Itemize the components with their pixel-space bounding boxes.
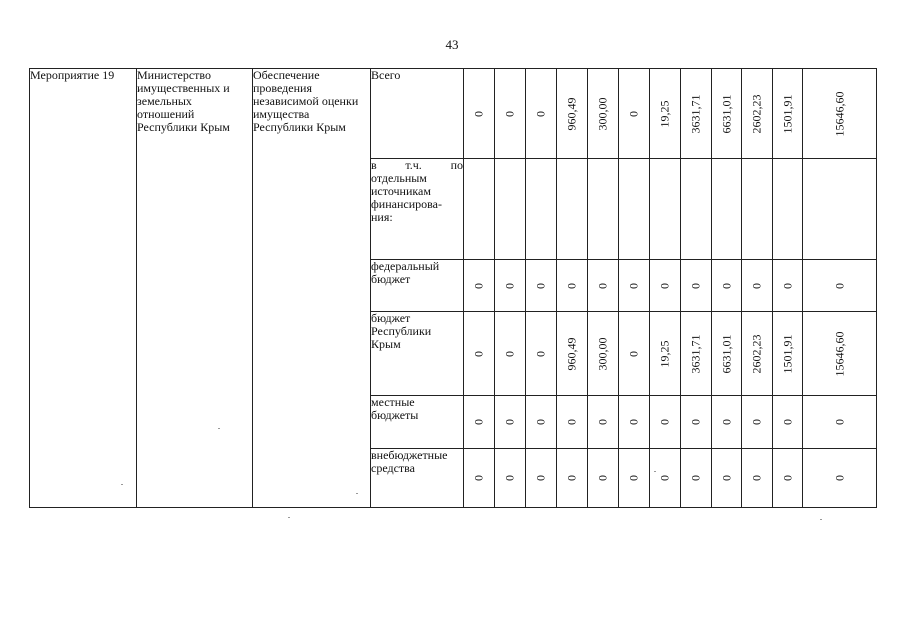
value-cell <box>619 396 650 449</box>
value-cell <box>464 159 495 260</box>
value: 1501,91 <box>780 94 794 133</box>
text-line: Республики Крым <box>253 120 346 134</box>
source-line: источникам <box>371 184 431 198</box>
value-cell <box>681 312 712 396</box>
value: 0 <box>533 350 548 357</box>
source-line: ния: <box>371 210 393 224</box>
value: 0 <box>719 475 733 481</box>
value-cell <box>712 312 742 396</box>
value-cell <box>526 312 557 396</box>
value: 0 <box>595 475 610 481</box>
value: 19,25 <box>657 100 672 127</box>
value-cell <box>464 69 495 159</box>
value-cell <box>619 449 650 508</box>
value: 300,00 <box>595 337 610 370</box>
value: 0 <box>780 419 794 425</box>
value-cell <box>588 260 619 312</box>
source-cell <box>371 69 464 159</box>
value: 0 <box>626 110 641 117</box>
value: 0 <box>832 475 846 481</box>
value-cell <box>557 69 588 159</box>
value-cell <box>773 69 803 159</box>
value: 15646,60 <box>832 91 846 136</box>
value: 0 <box>533 475 548 481</box>
value-cell <box>588 159 619 260</box>
value-cell <box>619 260 650 312</box>
value-cell <box>619 69 650 159</box>
value: 0 <box>502 419 517 425</box>
value-cell <box>619 312 650 396</box>
table-row <box>30 69 877 159</box>
value: 6631,01 <box>719 94 733 133</box>
value-cell <box>773 159 803 260</box>
value-cell <box>803 449 877 508</box>
value: 0 <box>657 282 672 289</box>
value-cell <box>742 69 773 159</box>
value: 3631,71 <box>688 94 703 133</box>
value: 0 <box>832 282 846 289</box>
value: 0 <box>719 419 733 425</box>
value: 0 <box>471 475 486 481</box>
source-label: Всего <box>371 68 401 82</box>
value-cell <box>526 69 557 159</box>
value: 0 <box>502 282 517 289</box>
description-cell <box>253 69 371 508</box>
value: 960,49 <box>564 337 579 370</box>
value-cell <box>773 449 803 508</box>
value-cell <box>495 260 526 312</box>
event-name-cell <box>30 69 137 508</box>
value-cell <box>557 396 588 449</box>
value-cell <box>495 159 526 260</box>
value-cell <box>681 159 712 260</box>
value-cell <box>495 396 526 449</box>
value-cell <box>650 312 681 396</box>
value-cell <box>526 449 557 508</box>
value: 0 <box>533 282 548 289</box>
value-cell <box>681 69 712 159</box>
value: 0 <box>749 419 764 425</box>
value-cell <box>588 449 619 508</box>
value-cell <box>619 159 650 260</box>
text-line: независимой оценки <box>253 94 359 108</box>
value-cell <box>464 260 495 312</box>
source-line: отдельным <box>371 171 427 185</box>
value: 0 <box>564 282 579 289</box>
value-cell <box>803 69 877 159</box>
value-cell <box>557 260 588 312</box>
text-line: Обеспечение <box>253 68 320 82</box>
executor-line: Республики Крым <box>137 120 230 134</box>
value: 0 <box>595 419 610 425</box>
executor-line: отношений <box>137 107 195 121</box>
value-cell <box>650 69 681 159</box>
value-cell <box>526 260 557 312</box>
value: 15646,60 <box>832 331 846 376</box>
value-cell <box>526 396 557 449</box>
value-cell <box>588 312 619 396</box>
event-name: Мероприятие 19 <box>30 68 115 82</box>
value-cell <box>650 159 681 260</box>
value-cell <box>712 69 742 159</box>
value-cell <box>773 312 803 396</box>
value: 0 <box>533 110 548 117</box>
value-cell <box>742 159 773 260</box>
value: 300,00 <box>595 97 610 130</box>
text-line: имущества <box>253 107 310 121</box>
value-cell <box>712 396 742 449</box>
value-cell <box>495 312 526 396</box>
text-line: проведения <box>253 81 312 95</box>
value-cell <box>464 449 495 508</box>
value: 0 <box>780 282 794 289</box>
value-cell <box>495 449 526 508</box>
value: 0 <box>564 419 579 425</box>
value-cell <box>588 69 619 159</box>
source-label: федеральный бюджет <box>371 259 440 286</box>
value: 0 <box>626 350 641 357</box>
value: 0 <box>657 475 672 481</box>
value-cell <box>773 396 803 449</box>
value: 0 <box>471 350 486 357</box>
value: 0 <box>780 475 794 481</box>
value-cell <box>742 396 773 449</box>
source-label: местные бюджеты <box>371 395 419 422</box>
value: 6631,01 <box>719 334 733 373</box>
value-cell <box>803 396 877 449</box>
executor-cell <box>137 69 253 508</box>
value-cell <box>557 159 588 260</box>
source-cell <box>371 260 464 312</box>
value-cell <box>650 449 681 508</box>
value: 0 <box>502 110 517 117</box>
value-cell <box>495 69 526 159</box>
value-cell <box>742 449 773 508</box>
value-cell <box>557 312 588 396</box>
value-cell <box>464 396 495 449</box>
source-cell <box>371 449 464 508</box>
value-cell <box>742 312 773 396</box>
value: 1501,91 <box>780 334 794 373</box>
source-line: финансирова- <box>371 197 442 211</box>
value: 960,49 <box>564 97 579 130</box>
value-cell <box>803 260 877 312</box>
source-cell <box>371 312 464 396</box>
page-number: 43 <box>445 37 459 52</box>
value-cell <box>588 396 619 449</box>
value-cell <box>464 312 495 396</box>
value-cell <box>526 159 557 260</box>
value: 0 <box>749 282 764 289</box>
source-label: внебюджетные средства <box>371 448 448 475</box>
value: 2602,23 <box>749 334 764 373</box>
value-cell <box>681 449 712 508</box>
executor-line: Министерство <box>137 68 211 82</box>
value: 0 <box>626 282 641 289</box>
value-cell <box>712 449 742 508</box>
value: 0 <box>626 475 641 481</box>
value: 0 <box>657 419 672 425</box>
value: 0 <box>502 475 517 481</box>
value: 0 <box>832 419 846 425</box>
value: 0 <box>471 419 486 425</box>
value: 0 <box>626 419 641 425</box>
value: 0 <box>564 475 579 481</box>
value: 0 <box>502 350 517 357</box>
value-cell <box>803 159 877 260</box>
value: 0 <box>688 282 703 289</box>
value-cell <box>650 260 681 312</box>
value: 0 <box>688 419 703 425</box>
value-cell <box>650 396 681 449</box>
source-label: бюджет Республики Крым <box>371 311 432 351</box>
value-cell <box>681 396 712 449</box>
value-cell <box>742 260 773 312</box>
value-cell <box>773 260 803 312</box>
value-cell <box>712 260 742 312</box>
value-cell <box>712 159 742 260</box>
value: 0 <box>719 282 733 289</box>
source-line: в т.ч. по <box>371 158 463 172</box>
executor-line: имущественных и <box>137 81 230 95</box>
value: 19,25 <box>657 340 672 367</box>
value: 3631,71 <box>688 334 703 373</box>
value: 2602,23 <box>749 94 764 133</box>
value-cell <box>803 312 877 396</box>
source-cell <box>371 396 464 449</box>
value-cell <box>681 260 712 312</box>
source-cell <box>371 159 464 260</box>
value-cell <box>557 449 588 508</box>
value: 0 <box>471 282 486 289</box>
financing-table <box>29 68 877 508</box>
executor-line: земельных <box>137 94 192 108</box>
value: 0 <box>749 475 764 481</box>
value: 0 <box>533 419 548 425</box>
value: 0 <box>688 475 703 481</box>
value: 0 <box>471 110 486 117</box>
value: 0 <box>595 282 610 289</box>
